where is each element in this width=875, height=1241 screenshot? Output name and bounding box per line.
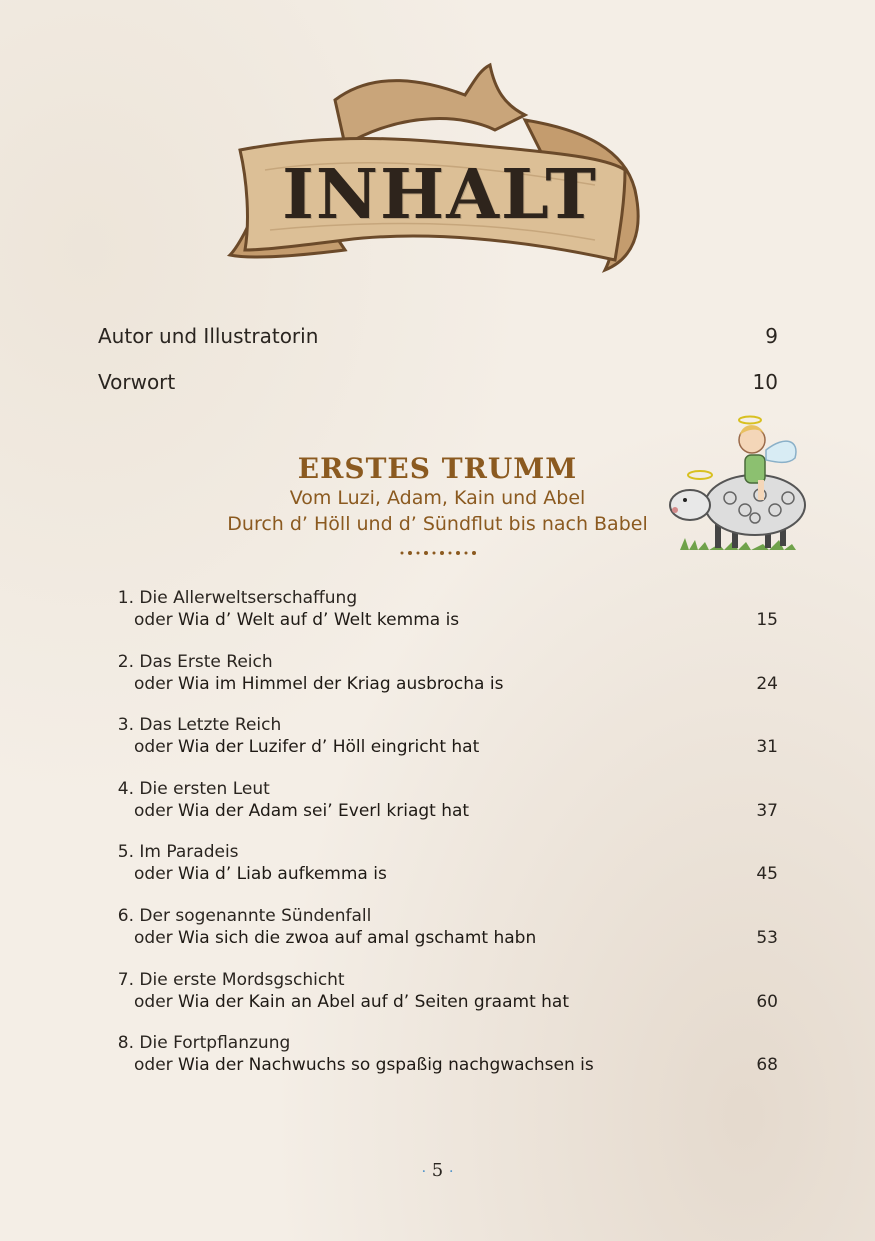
entry-page: 60: [756, 991, 778, 1012]
entry-subtitle: Wia der Luzifer d’ Höll eingricht hat: [178, 737, 480, 758]
toc-entry[interactable]: [108, 588, 778, 652]
entry-title: Im Paradeis: [139, 842, 239, 863]
section-subtitle-2: Durch d’ Höll und d’ Sündflut bis nach Babel: [227, 513, 648, 535]
ornament-divider: [205, 543, 670, 555]
entry-page: 15: [756, 610, 778, 630]
entry-number: 5.: [117, 842, 134, 863]
entry-page: 45: [756, 864, 778, 885]
entry-title: Der sogenannte Sündenfall: [139, 905, 372, 926]
toc-entry[interactable]: [108, 652, 778, 716]
entry-page: 31: [756, 737, 778, 758]
entry-subtitle: Wia der Nachwuchs so gspaßig nachgwachsen is: [178, 1055, 594, 1076]
entry-subtitle: Wia der Kain an Abel auf d’ Seiten graamt hat: [178, 991, 569, 1012]
toc-entry[interactable]: [108, 970, 778, 1034]
entry-number: 1.: [117, 588, 134, 608]
ribbon-banner: [225, 60, 655, 290]
entry-page: 24: [756, 673, 778, 694]
entry-subtitle: Wia d’ Liab aufkemma is: [178, 864, 387, 885]
entry-number: 3.: [117, 715, 134, 736]
toc-row-author[interactable]: [98, 324, 778, 348]
entry-subtitle: Wia der Adam sei’ Everl kriagt hat: [178, 800, 470, 821]
entry-page: 68: [756, 1055, 778, 1076]
toc-row-foreword[interactable]: [98, 370, 778, 394]
toc-entry[interactable]: [108, 1033, 778, 1097]
entry-oder: oder: [134, 991, 173, 1012]
entry-number: 4.: [117, 778, 134, 799]
toc-label: Autor und Illustratorin: [98, 324, 319, 348]
entry-oder: oder: [134, 673, 173, 694]
entry-oder: oder: [134, 1055, 173, 1076]
toc-entry[interactable]: [108, 779, 778, 843]
toc-list: [108, 588, 778, 1097]
section-subtitle-1: Vom Luzi, Adam, Kain und Abel: [289, 487, 586, 509]
entry-subtitle: Wia im Himmel der Kriag ausbrocha is: [178, 673, 504, 694]
toc-label: Vorwort: [98, 370, 176, 394]
entry-subtitle: Wia sich die zwoa auf amal gschamt habn: [178, 927, 537, 948]
page-title: INHALT: [282, 155, 598, 235]
bullet-icon: ·: [448, 1164, 454, 1180]
toc-entry[interactable]: [108, 906, 778, 970]
entry-title: Die erste Mordsgschicht: [139, 969, 345, 990]
entry-title: Die Allerweltserschaffung: [139, 588, 358, 608]
angel-on-sheep-illustration: [660, 410, 830, 570]
entry-title: Die Fortpflanzung: [139, 1033, 291, 1054]
toc-page: 9: [765, 324, 778, 348]
entry-number: 6.: [117, 905, 134, 926]
bullet-icon: ·: [421, 1164, 427, 1180]
entry-subtitle: Wia d’ Welt auf d’ Welt kemma is: [178, 610, 460, 630]
entry-title: Die ersten Leut: [139, 778, 270, 799]
page-number-value: 5: [431, 1160, 444, 1181]
entry-oder: oder: [134, 737, 173, 758]
entry-title: Das Erste Reich: [139, 651, 273, 672]
entry-number: 2.: [117, 651, 134, 672]
toc-entry[interactable]: [108, 842, 778, 906]
entry-number: 8.: [117, 1033, 134, 1054]
section-heading: [205, 452, 670, 555]
section-title: ERSTES TRUMM: [297, 452, 578, 485]
entry-number: 7.: [117, 969, 134, 990]
toc-entry[interactable]: [108, 715, 778, 779]
entry-oder: oder: [134, 610, 173, 630]
entry-page: 37: [756, 800, 778, 821]
entry-page: 53: [756, 927, 778, 948]
toc-page: 10: [752, 370, 778, 394]
entry-oder: oder: [134, 800, 173, 821]
entry-oder: oder: [134, 927, 173, 948]
entry-oder: oder: [134, 864, 173, 885]
entry-title: Das Letzte Reich: [139, 715, 282, 736]
page-number: [0, 1160, 875, 1181]
